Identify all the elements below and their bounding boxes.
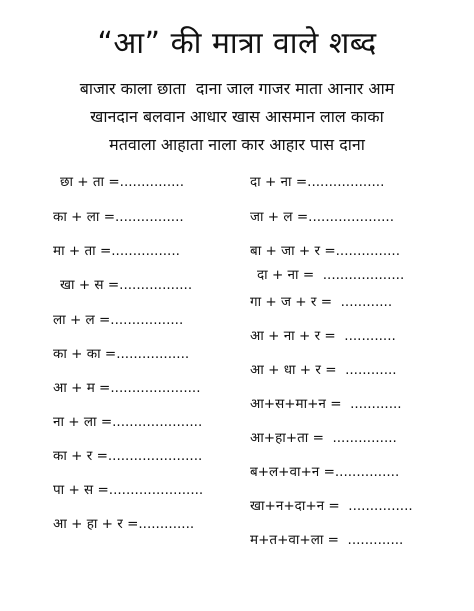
right-exercise-2: जा + ल =....................	[250, 209, 394, 225]
right-exercise-12: म+त+वा+ला = .............	[250, 532, 404, 548]
left-exercise-2: का + ला =................	[53, 209, 184, 225]
left-exercise-8: ना + ला =.....................	[53, 414, 203, 430]
left-exercise-1: छा + ता =...............	[60, 174, 185, 190]
right-exercise-11: खा+न+दा+न = ...............	[250, 498, 413, 514]
right-exercise-1: दा + ना =..................	[250, 174, 385, 190]
left-exercise-6: का + का =.................	[53, 346, 190, 362]
right-exercise-8: आ+स+मा+न = ............	[250, 396, 402, 412]
left-exercise-11: आ + हा + र =.............	[53, 516, 195, 532]
right-exercise-10: ब+ल+वा+न =...............	[250, 464, 400, 480]
right-exercise-6: आ + ना + र = ............	[250, 328, 396, 344]
right-exercise-3: बा + जा + र =...............	[250, 243, 400, 259]
word-list-line-3: मतवाला आहाता नाला कार आहार पास दाना	[109, 135, 365, 154]
worksheet-title: “आ” की मात्रा वाले शब्द	[97, 26, 377, 61]
left-exercise-7: आ + म =.....................	[53, 380, 201, 396]
word-list-line-1: बाजार काला छाता दाना जाल गाजर माता आनार आम	[79, 79, 395, 98]
left-exercise-4: खा + स =.................	[60, 277, 193, 293]
right-exercise-5: गा + ज + र = ............	[250, 294, 393, 310]
right-exercise-9: आ+हा+ता = ...............	[250, 430, 397, 446]
left-exercise-5: ला + ल =.................	[53, 312, 184, 328]
right-exercise-7: आ + धा + र = ............	[250, 362, 397, 378]
word-list-line-2: खानदान बलवान आधार खास आसमान लाल काका	[90, 107, 384, 126]
left-exercise-10: पा + स =......................	[53, 482, 204, 498]
left-exercise-9: का + र =......................	[53, 448, 203, 464]
left-exercise-3: मा + ता =................	[53, 243, 180, 259]
right-exercise-4: दा + ना = ...................	[257, 267, 405, 283]
